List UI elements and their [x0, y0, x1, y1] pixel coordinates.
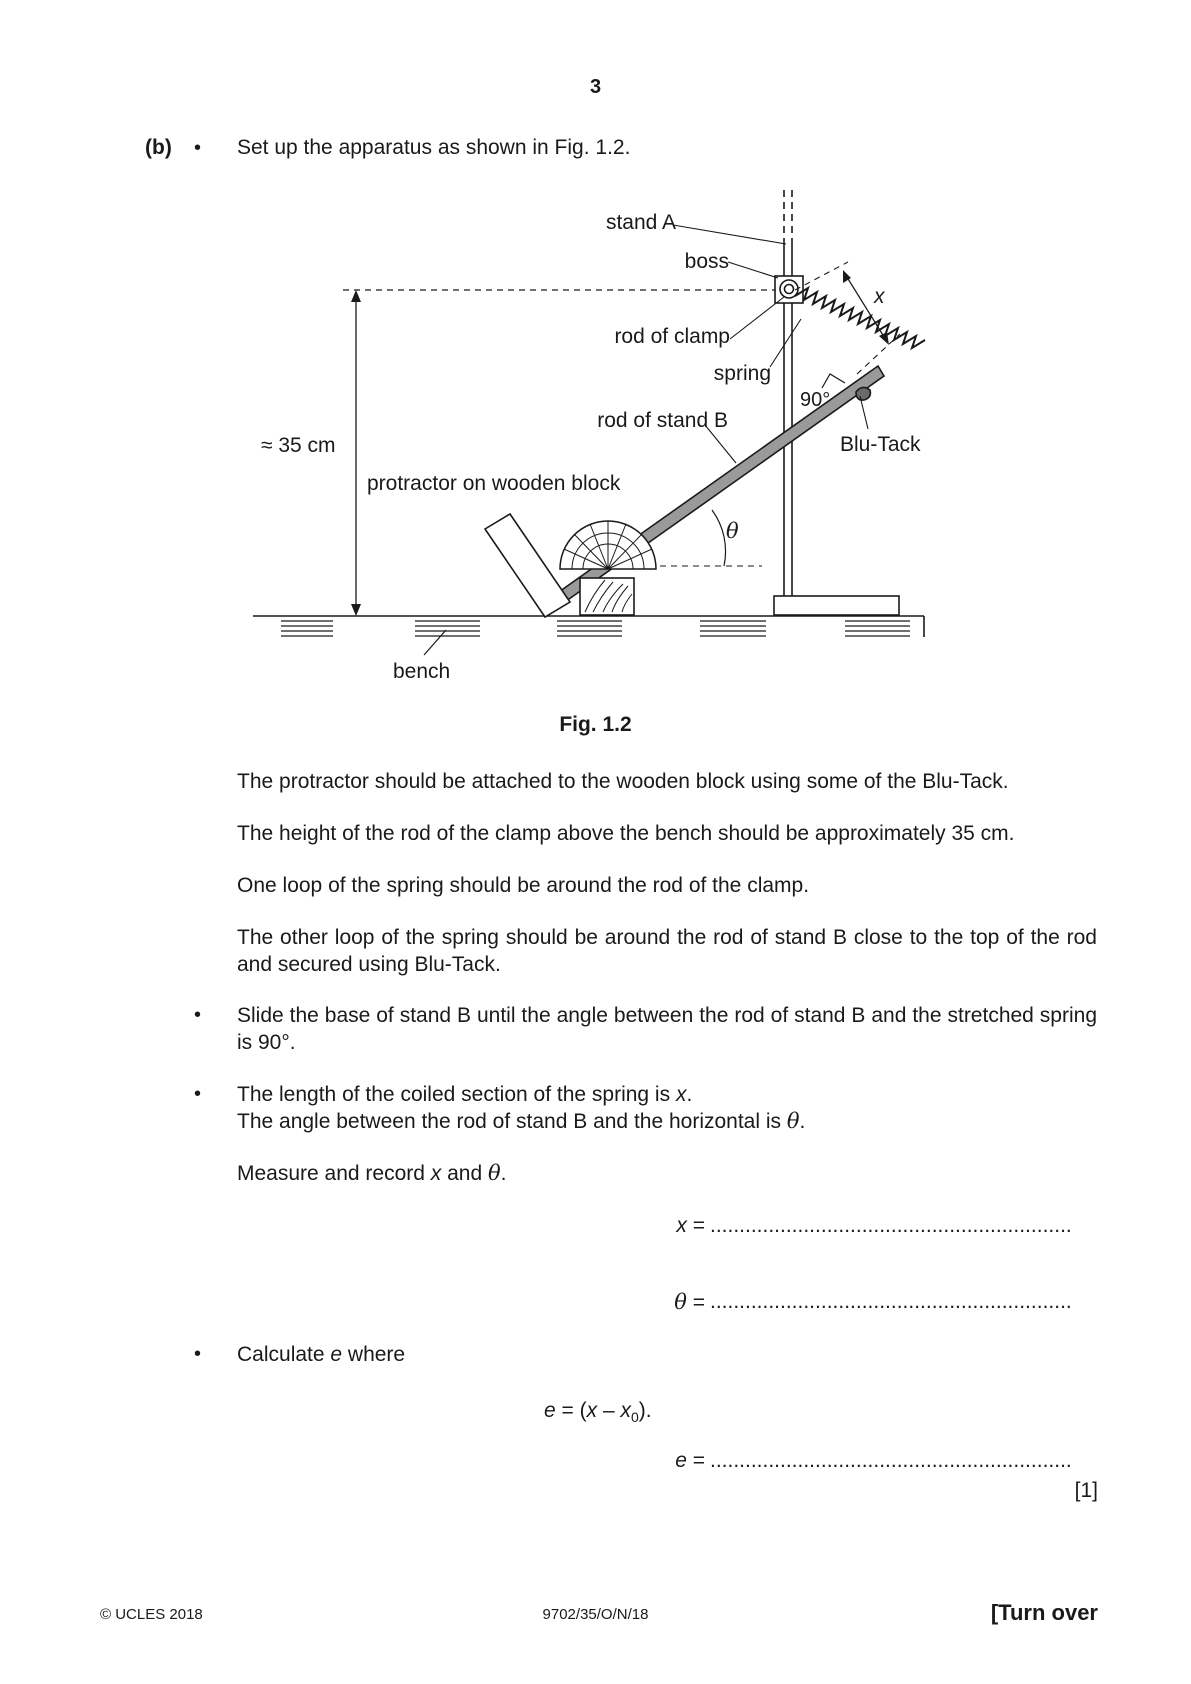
wooden-block — [580, 578, 634, 615]
answer-theta-field[interactable]: .............................................................. — [710, 1290, 1072, 1313]
label-bench: bench — [393, 660, 451, 683]
label-protractor: protractor on wooden block — [367, 472, 621, 495]
answer-x-label: x = — [676, 1214, 705, 1237]
apparatus-diagram — [0, 0, 1191, 700]
page-number: 3 — [589, 76, 602, 98]
answer-x-field[interactable]: .............................................................. — [710, 1214, 1072, 1237]
label-boss: boss — [684, 250, 729, 273]
step-length-line2: The angle between the rod of stand B and the horizontal is θ. — [237, 1109, 806, 1133]
label-x: x — [874, 285, 885, 308]
right-angle-marker — [822, 374, 845, 388]
footer-code: 9702/35/O/N/18 — [542, 1606, 649, 1623]
bullet: • — [194, 1343, 202, 1365]
step-length-line1: The length of the coiled section of the spring is x. — [237, 1083, 693, 1106]
bullet: • — [194, 1083, 202, 1105]
bullet: • — [194, 1004, 202, 1026]
equation: $e = (x - x_0)$. — [544, 1399, 652, 1426]
label-spring: spring — [713, 362, 771, 385]
label-rod-of-stand-b: rod of stand B — [597, 409, 728, 432]
calculate-instruction: Calculate e where — [237, 1343, 406, 1366]
answer-e-label: e = — [675, 1449, 705, 1472]
spring — [795, 288, 925, 348]
bench-hatching — [281, 621, 910, 636]
turn-over: [Turn over — [990, 1600, 1098, 1625]
label-stand-a: stand A — [605, 211, 676, 234]
step-slide: Slide the base of stand B until the angle between the rod of stand B and the stretched spring is 90°. — [237, 1004, 1097, 1054]
answer-e-field[interactable]: .............................................................. — [710, 1449, 1072, 1472]
stand-b-base — [485, 514, 570, 617]
part-label: (b) — [145, 136, 172, 159]
blu-tack — [856, 387, 870, 400]
paragraph-spring-loop: One loop of the spring should be around the rod of the clamp. — [237, 874, 810, 897]
figure-caption: Fig. 1.2 — [559, 713, 632, 736]
theta-arc — [712, 510, 726, 566]
footer-copyright: © UCLES 2018 — [100, 1606, 203, 1623]
label-theta: θ — [726, 519, 739, 543]
mark-allocation: [1] — [1074, 1479, 1098, 1502]
label-rod-of-clamp: rod of clamp — [614, 325, 730, 348]
label-angle-90: 90° — [800, 389, 831, 411]
measure-instruction: Measure and record x and θ. — [237, 1161, 507, 1185]
bullet: • — [194, 137, 202, 159]
label-blu-tack: Blu-Tack — [840, 433, 921, 456]
paragraph-height: The height of the rod of the clamp above the bench should be approximately 35 cm. — [237, 822, 1015, 845]
paragraph-other-loop: The other loop of the spring should be around the rod of stand B close to the top of the rod and secured using Blu-Tack. — [237, 926, 1097, 976]
paragraph-protractor: The protractor should be attached to the wooden block using some of the Blu-Tack. — [237, 770, 1009, 793]
answer-theta-label: θ = — [674, 1290, 705, 1314]
intro-text: Set up the apparatus as shown in Fig. 1.2. — [237, 136, 631, 159]
protractor — [560, 521, 656, 569]
label-height: ≈ 35 cm — [261, 434, 336, 457]
